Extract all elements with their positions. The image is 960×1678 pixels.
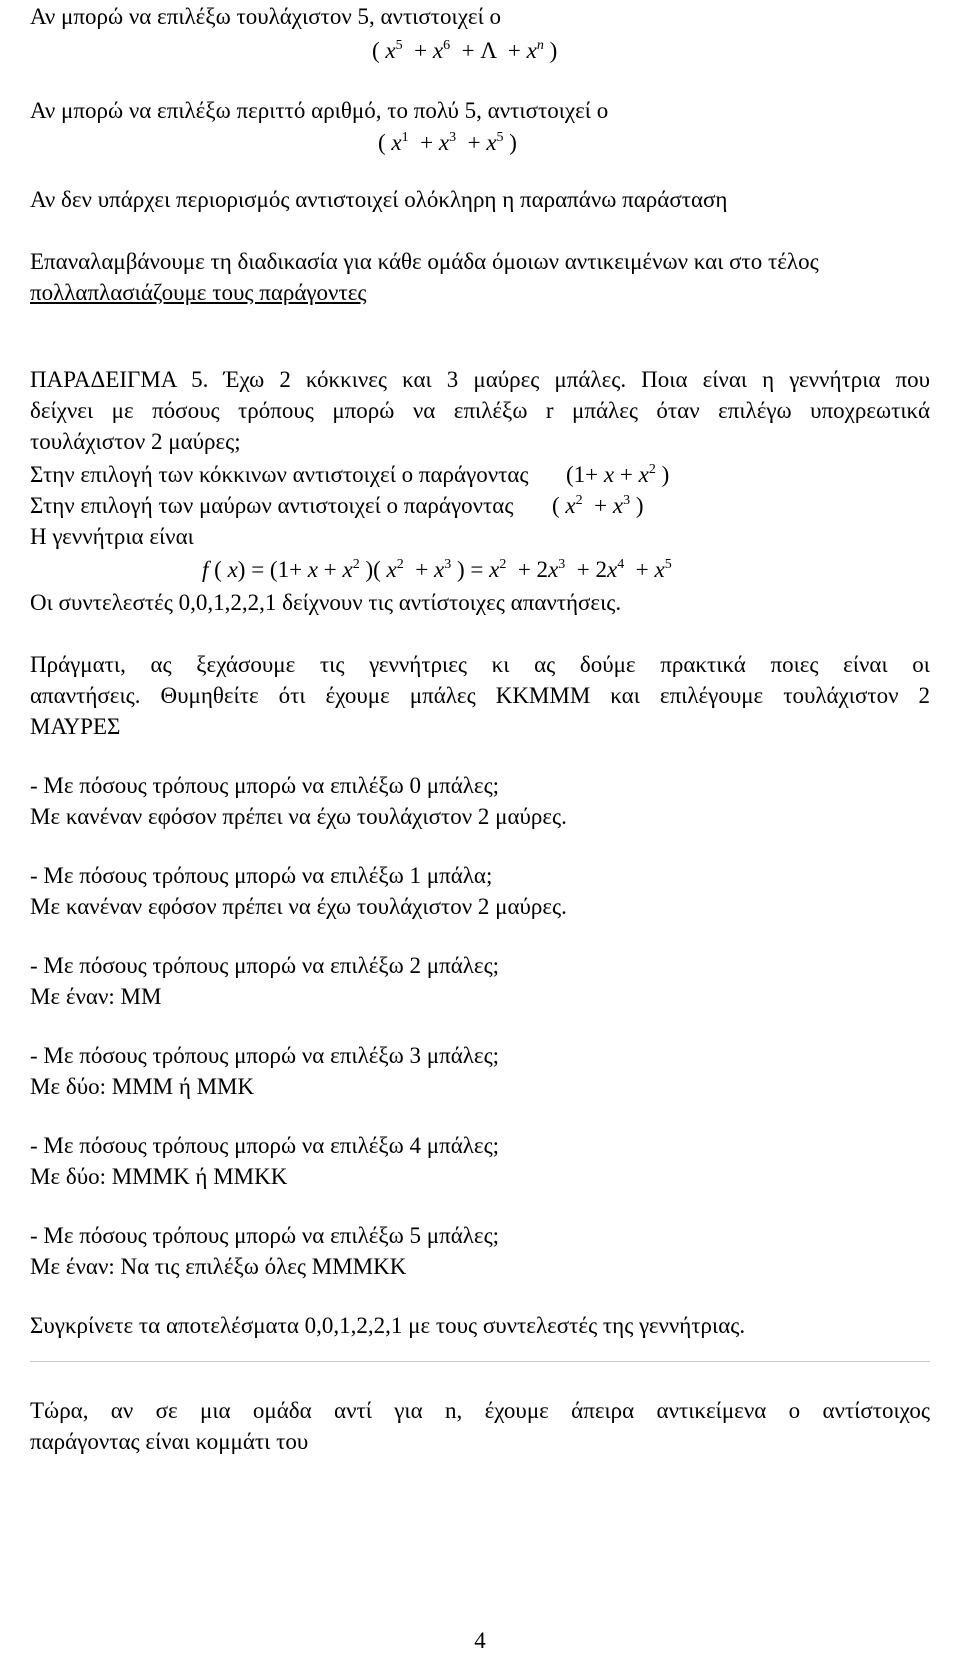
- page-number: 4: [474, 1628, 486, 1653]
- text-line: απαντήσεις. Θυμηθείτε ότι έχουμε μπάλες ΚΚΜΜΜ και επιλέγουμε τουλάχιστον 2: [30, 683, 930, 708]
- text-line: Τώρα, αν σε μια ομάδα αντί για n, έχουμε άπειρα αντικείμενα ο αντίστοιχος: [30, 1398, 930, 1423]
- section-divider: [30, 1361, 930, 1362]
- question-line: - Με πόσους τρόπους μπορώ να επιλέξω 4 μπάλες;: [30, 1133, 500, 1158]
- formula-red-factor: ($1+ x + x^2$ ): [566, 462, 670, 487]
- question-line: - Με πόσους τρόπους μπορώ να επιλέξω 3 μπάλες;: [30, 1043, 500, 1068]
- text-line: Επαναλαμβάνουμε τη διαδικασία για κάθε ομάδα όμοιων αντικειμένων και στο τέλος: [30, 249, 819, 274]
- text-line: Συγκρίνετε τα αποτελέσματα 0,0,1,2,2,1 με τους συντελεστές της γεννήτριας.: [30, 1313, 746, 1338]
- text-line: ΜΑΥΡΕΣ: [30, 714, 121, 739]
- question-line: - Με πόσους τρόπους μπορώ να επιλέξω 0 μπάλες;: [30, 773, 500, 798]
- formula-odd-at-most-5: ( $x^1 + x^3 + x^5$ ): [378, 130, 517, 155]
- formula-black-factor: ( $x^2 + x^3$ ): [552, 493, 644, 518]
- question-line: - Με πόσους τρόπους μπορώ να επιλέξω 2 μπάλες;: [30, 953, 500, 978]
- text-line: Αν δεν υπάρχει περιορισμός αντιστοιχεί ολόκληρη η παραπάνω παράσταση: [30, 187, 728, 212]
- formula-at-least-5: ( $x^5 + x^6 + \Lambda + x^n$ ): [372, 38, 558, 63]
- question-line: - Με πόσους τρόπους μπορώ να επιλέξω 1 μπάλα;: [30, 863, 493, 888]
- text-line: Στην επιλογή των κόκκινων αντιστοιχεί ο παράγοντας: [30, 462, 529, 487]
- answer-line: Με δύο: ΜΜΜ ή ΜΜΚ: [30, 1074, 255, 1099]
- example-heading-line: ΠΑΡΑΔΕΙΓΜΑ 5. Έχω 2 κόκκινες και 3 μαύρες μπάλες. Ποια είναι η γεννήτρια που: [30, 367, 930, 392]
- answer-line: Με κανέναν εφόσον πρέπει να έχω τουλάχιστον 2 μαύρες.: [30, 804, 567, 829]
- text-line: Αν μπορώ να επιλέξω τουλάχιστον 5, αντιστοιχεί ο: [30, 4, 502, 29]
- answer-line: Με δύο: ΜΜΜΚ ή ΜΜΚΚ: [30, 1164, 288, 1189]
- answer-line: Με έναν: ΜΜ: [30, 984, 162, 1009]
- answer-line: Με έναν: Να τις επιλέξω όλες ΜΜΜΚΚ: [30, 1254, 407, 1279]
- text-line: παράγοντας είναι κομμάτι του: [30, 1429, 309, 1454]
- text-line: Αν μπορώ να επιλέξω περιττό αριθμό, το πολύ 5, αντιστοιχεί ο: [30, 98, 609, 123]
- text-line: τουλάχιστον 2 μαύρες;: [30, 429, 241, 454]
- answer-line: Με κανέναν εφόσον πρέπει να έχω τουλάχιστον 2 μαύρες.: [30, 894, 567, 919]
- text-line: Οι συντελεστές 0,0,1,2,2,1 δείχνουν τις αντίστοιχες απαντήσεις.: [30, 590, 622, 615]
- text-line-underlined: πολλαπλασιάζουμε τους παράγοντες: [30, 280, 367, 305]
- question-line: - Με πόσους τρόπους μπορώ να επιλέξω 5 μπάλες;: [30, 1223, 500, 1248]
- text-line: Πράγματι, ας ξεχάσουμε τις γεννήτριες κι ας δούμε πρακτικά ποιες είναι οι: [30, 652, 930, 677]
- text-line: Η γεννήτρια είναι: [30, 524, 194, 549]
- formula-generating-function: f ( $x) = (1+ x + x^2$ )( $x^2 + x^3$ ) = $x^2 + 2x^3 + 2x^4 + x^5$: [202, 557, 672, 582]
- text-line: δείχνει με πόσους τρόπους μπορώ να επιλέξω r μπάλες όταν επιλέγω υποχρεωτικά: [30, 398, 930, 423]
- text-line: Στην επιλογή των μαύρων αντιστοιχεί ο παράγοντας: [30, 493, 514, 518]
